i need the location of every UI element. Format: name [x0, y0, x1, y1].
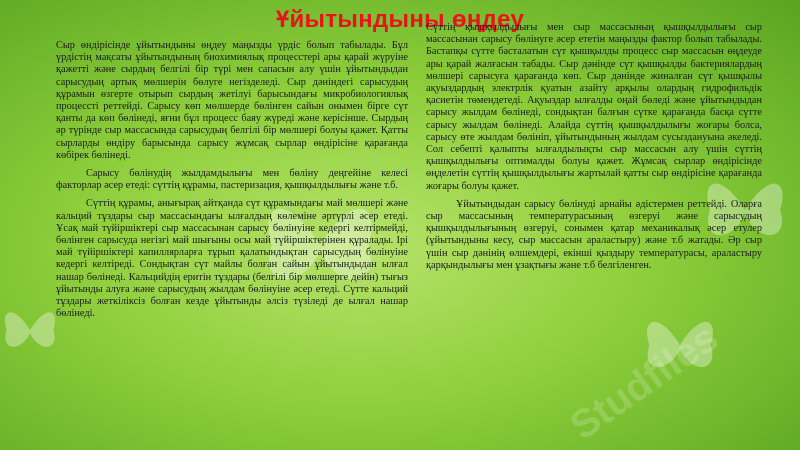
- page-title: Ұйытындыны өңдеу: [275, 6, 525, 33]
- paragraph: Сүттің құрамы, анығырақ айтқанда сүт құрамындағы май мөлшері және кальций тұздары сыр массасындағы ылғалдың көлеміне әртүрлі әсер етеді. Ұсақ май түйіршіктері сыр массасынан сарысу бөлінуіне кедергі келтірмейді, бөлінген сарысуда негізгі май шығыны осы май түйіршіктерінен құралады. Ірі май түйіршіктері капиллярларға тұрып қалатындықтан сарысудың бөлінуіне кедергі келтіреді. Сондықтан сүт майлы болған сайын ұйытындыдан ылғал нашар бөлінеді. Кальцийдің еритін тұздары (белгілі бір мөлшерге дейін) тығыз ұйытынды алуға және сарысудың жылдам бөлінуіне әсер етеді. Сүтте кальций тұздары жеткіліксіз болған кезде ұйытынды әлсіз түзіледі де ылғал нашар бөлінеді.: [56, 198, 408, 320]
- watermark: Studfiles: [562, 315, 726, 449]
- paragraph: Сыр өндірісінде ұйытындыны өңдеу маңызды үрдіс болып табылады. Бұл үрдістің мақсаты ұйытындының биохимиялық процесстері ары қарай жүруіне қажетті және сырдың белгілі бір түрі мен сапасын алу үшін ұйытындыдан сарысудың артық мөлшерін бөлуге негізделеді. Сыр дәніндегі сарысудың құрамын өзгерте отырып сырдың жетілуі барысындағы микробиологиялық процессті реттейді. Сарысу көп мөлшерде бөлінген сайын онымен бірге сүт қанты да көп бөлінеді, яғни бұл процесс баяу жүреді және керісінше. Сырдың әр түрінде сыр массасында сарысудың белгілі бір мөлшері болуы қажет. Қатты сырларды өндіру барысында сарысу жұмсақ сырлар өндірісіне қарағанда көбірек бөлінеді.: [56, 40, 408, 161]
- paragraph: Ұйытындыдан сарысу бөлінуді арнайы әдістермен реттейді. Оларға сыр массасының температурасының өзгеруі және сарысудың қышқылдылығының өзгеруі, сонымен қатар механикалық әсер етулер (ұйытындыны кесу, сыр массасын араластыру) және т.б жатады. Әр сыр үшін сыр дәнінің өлшемдері, екінші қыздыру температурасы, араластыру қарқындылығы мен ұзақтығы және т.б белгіленген.: [426, 198, 762, 271]
- paragraph: Сүттің қышқылдылығы мен сыр массасының қышқылдылығы сыр массасынан сарысу бөлінуге әсер ететін маңызды фактор болып табылады. Бастапқы сүтте басталатын сүт қышқылды процесс сыр массасын өңдеуде ары қарай жалғасын табады. Сыр дәнінде сүт қышқылды бактериялардың мөлшері сарысуға қарағанда көп. Сыр дәнінде жиналған сүт қышқылы ақуыздардың электрлік қуатын азайту арқылы олардың гидрофильдік қасиетін төмендетеді. Ақуыздар ылғалды оңай бөледі және ұйытындыдан сарысу жылдам бөлінеді, сондықтан балғын сүтке қарағанда басқа сүтте сарысу жылдам бөлінеді. Алайда сүттің қышқылдылығы жоғары болса, сарысу өте жылдам бөлініп, ұйытындының жылдам сусыздануына әкеледі. Сол себепті қалыпты ылғалдылықты сыр массасын алу үшін сүттің қышқылдылығы оптималды болуы қажет. Жұмсақ сырлар өндірісінде өңделетін сүттің қышқылдылығы жартылай қатты сыр өндірісіне қарағанда жоғары болуы қажет.: [426, 22, 762, 192]
- butterfly-icon: [0, 300, 60, 360]
- paragraph: Сарысу бөлінудің жылдамдылығы мен бөліну деңгейіне келесі факторлар әсер етеді: сүттің құрамы, пастеризация, қышқылдылығы және т.б.: [56, 168, 408, 192]
- left-column: [56, 40, 408, 326]
- right-column: [426, 22, 762, 278]
